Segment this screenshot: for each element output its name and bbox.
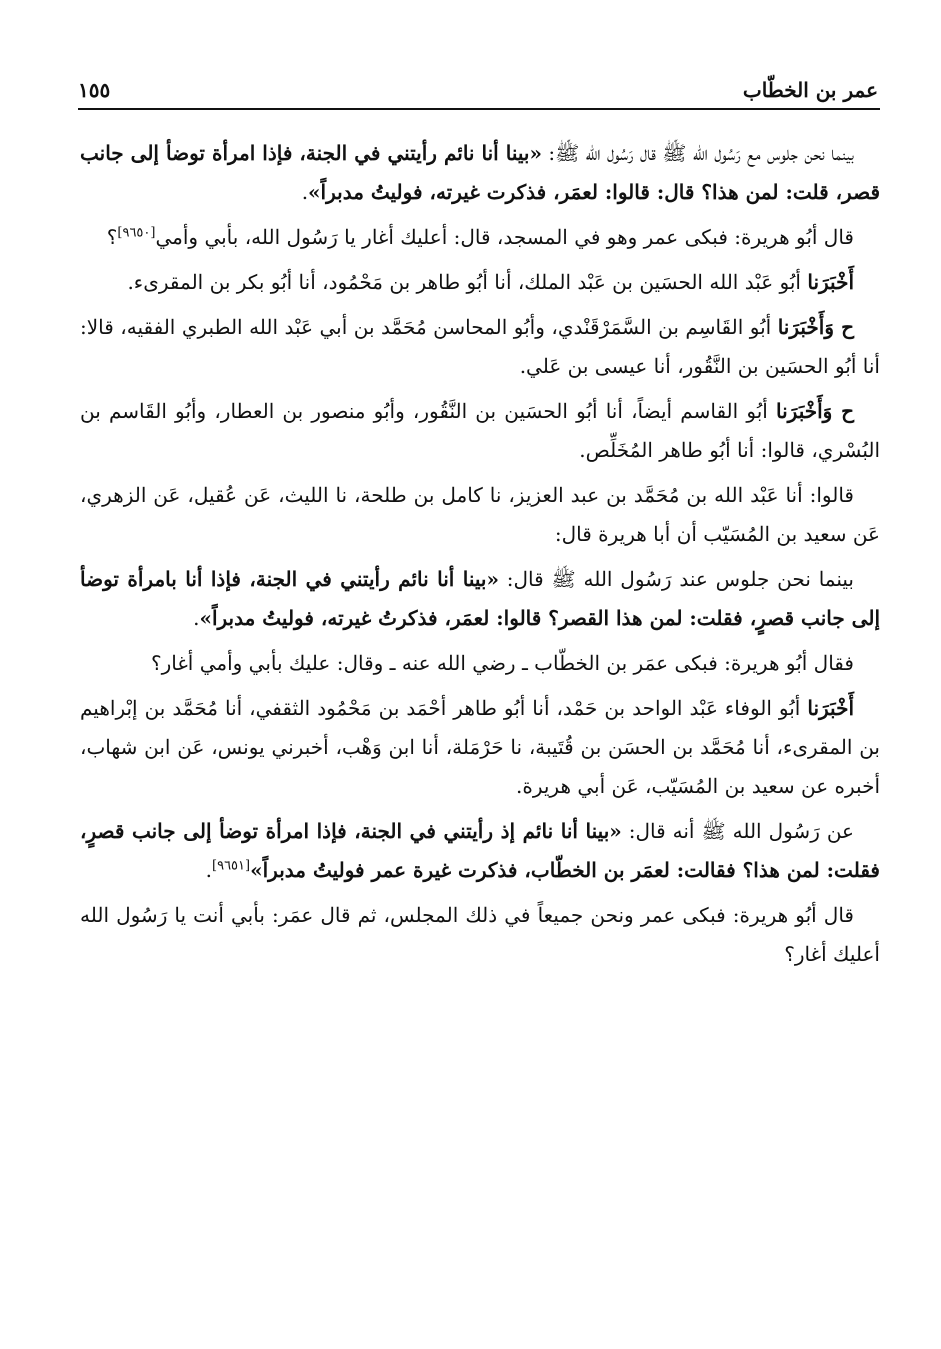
prophetic-quote: «بينا أنا نائم رأيتني في الجنة، فإذا امرأة توضأ إلى جانب قصر، قلت: لمن هذا؟ قال: قالوا: لعمَر، فذكرت غيرته، فوليتُ مدبراً»	[80, 141, 880, 204]
narration-text: بينما نحن جلوس مع رَسُول الله ﷺ قال رَسُول الله ﷺ:	[541, 141, 855, 165]
footnote-ref: [٩٦٥١]	[212, 858, 251, 874]
prophetic-quote: «بينا أنا نائم إذ رأيتني في الجنة، فإذا امرأة توضأ إلى جانب قصرٍ، فقلت: لمن هذا؟ فقالت: لعمَر بن الخطّاب، فذكرت غيرة عمر فوليتُ مدبراً»	[80, 819, 880, 882]
paragraph-isnad-5	[80, 689, 880, 806]
narration-text: فقال أبُو هريرة: فبكى عمَر بن الخطّاب ـ رضي الله عنه ـ وقال: عليك بأبي وأمي أغار؟	[150, 651, 854, 675]
prophetic-quote: «بينا أنا نائم رأيتني في الجنة، فإذا أنا بامرأة توضأ إلى جانب قصرٍ، فقلت: لمن هذا القصر؟ قالوا: لعمَر، فذكرتُ غيرته، فوليتُ مدبراً»	[80, 567, 880, 630]
paragraph-hadith-3	[80, 812, 880, 890]
footnote-ref: [٩٦٥٠]	[117, 225, 156, 241]
header-divider	[78, 108, 880, 110]
page-body	[80, 134, 880, 980]
narration-text: بينما نحن جلوس عند رَسُول الله ﷺ قال:	[498, 567, 854, 591]
paragraph-abu-hurayra-2	[80, 644, 880, 683]
isnad-text: أبُو الوفاء عَبْد الواحد بن حَمْد، أنا أبُو طاهر أحْمَد بن مَحْمُود الثقفي، أنا مُحَمَّد بن إبْراهيم بن المقرىء، أنا مُحَمَّد بن الحسَن بن قُتَيبة، نا حَرْمَلة، أنا ابن وَهْب، أخبرني يونس، عَن ابن شهاب، أخبره عن سعيد بن المُسَيّب، عَن أبي هريرة.	[80, 696, 880, 798]
isnad-text: أبُو القاسم أيضاً، أنا أبُو الحسَين بن النَّقُور، وأبُو منصور بن العطار، وأبُو القَاسم بن البُسْري، قالوا: أنا أبُو طاهر المُخَلِّص.	[80, 399, 880, 462]
isnad-text: أبُو عَبْد الله الحسَين بن عَبْد الملك، أنا أبُو طاهر بن مَحْمُود، أنا أبُو بكر بن المقرىء.	[127, 270, 808, 294]
narration-text: قال أبُو هريرة: فبكى عمر ونحن جميعاً في ذلك المجلس، ثم قال عمَر: بأبي أنت يا رَسُول الله أعليك أغار؟	[80, 903, 880, 966]
running-title: عمر بن الخطّاب	[742, 78, 878, 102]
isnad-lead: ح وَأَخْبَرَنا	[776, 399, 854, 423]
punctuation: .	[301, 180, 309, 204]
punctuation: .	[205, 858, 213, 882]
isnad-text: أبُو القَاسِم بن السَّمَرْقَنْدي، وأبُو المحاسن مُحَمَّد بن أبي عَبْد الله الطبري الفقيه، قالا: أنا أبُو الحسَين بن النَّقُور، أنا عيسى بن عَلي.	[80, 315, 880, 378]
paragraph-hadith-1	[80, 134, 880, 212]
paragraph-isnad-4	[80, 476, 880, 554]
narration-text: قال أبُو هريرة: فبكى عمر وهو في المسجد، قال: أعليك أغار يا رَسُول الله، بأبي وأمي	[155, 225, 854, 249]
paragraph-isnad-3	[80, 392, 880, 470]
paragraph-abu-hurayra-3	[80, 896, 880, 974]
paragraph-abu-hurayra-1	[80, 218, 880, 257]
isnad-lead: أَخْبَرَنا	[807, 696, 854, 720]
page-header	[78, 72, 878, 106]
paragraph-hadith-2	[80, 560, 880, 638]
punctuation: ؟	[106, 225, 118, 249]
isnad-lead: ح وَأَخْبَرَنا	[777, 315, 854, 339]
isnad-lead: أَخْبَرَنا	[807, 270, 854, 294]
isnad-text: قالوا: أنا عَبْد الله بن مُحَمَّد بن عبد العزيز، نا كامل بن طلحة، نا الليث، عَن عُقيل، عَن الزهري، عَن سعيد بن المُسَيّب أن أبا هريرة قال:	[80, 483, 880, 546]
paragraph-isnad-1	[80, 263, 880, 302]
page-number: ١٥٥	[78, 78, 111, 102]
paragraph-isnad-2	[80, 308, 880, 386]
punctuation: .	[193, 606, 200, 630]
narration-text: عن رَسُول الله ﷺ أنه قال:	[621, 819, 854, 843]
